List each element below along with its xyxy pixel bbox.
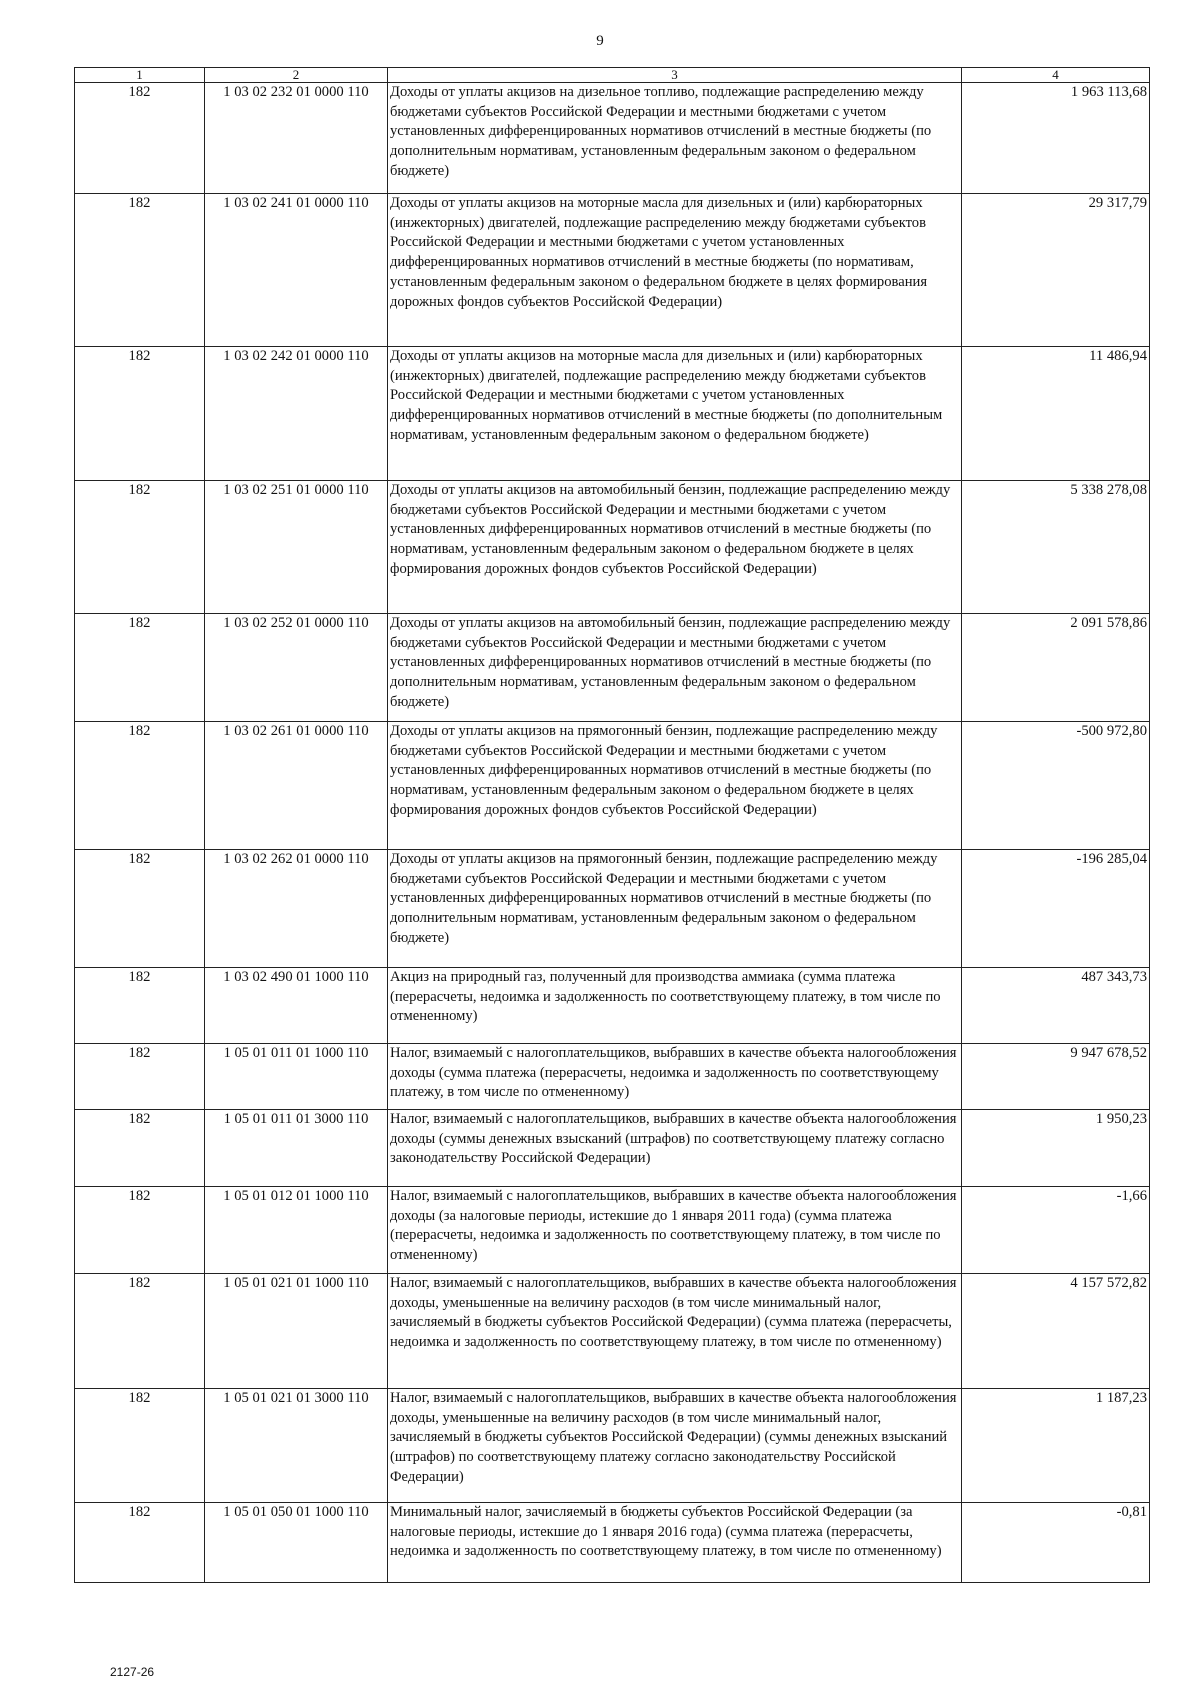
amount-cell: 4 157 572,82 [962, 1274, 1150, 1389]
table-row [75, 1389, 1150, 1503]
table-row [75, 481, 1150, 614]
budget-classification-code-cell: 1 03 02 241 01 0000 110 [205, 194, 388, 347]
admin-code-cell: 182 [75, 968, 205, 1044]
revenue-description-cell: Налог, взимаемый с налогоплательщиков, выбравших в качестве объекта налогообложения доходы (сумма платежа (перерасчеты, недоимка и задолженность по соответствующему платежу, в том числе по отмененному) [388, 1044, 962, 1110]
budget-classification-code-cell: 1 03 02 232 01 0000 110 [205, 83, 388, 194]
amount-cell: -500 972,80 [962, 722, 1150, 850]
budget-classification-code-cell: 1 03 02 252 01 0000 110 [205, 614, 388, 722]
table-row [75, 83, 1150, 194]
amount-cell: 1 950,23 [962, 1110, 1150, 1187]
table-row [75, 347, 1150, 481]
revenue-description-cell: Доходы от уплаты акцизов на прямогонный бензин, подлежащие распределению между бюджетами субъектов Российской Федерации и местными бюджетами с учетом установленных дифференцированных нормативов отчислений в местные бюджеты (по нормативам, установленным федеральным законом о федеральном бюджете в целях формирования дорожных фондов субъектов Российской Федерации) [388, 722, 962, 850]
amount-cell: 1 187,23 [962, 1389, 1150, 1503]
table-row [75, 968, 1150, 1044]
table-row [75, 194, 1150, 347]
budget-classification-code-cell: 1 03 02 261 01 0000 110 [205, 722, 388, 850]
revenue-description-cell: Доходы от уплаты акцизов на автомобильный бензин, подлежащие распределению между бюджетами субъектов Российской Федерации и местными бюджетами с учетом установленных дифференцированных нормативов отчислений в местные бюджеты (по дополнительным нормативам, установленным федеральным законом о федеральном бюджете) [388, 614, 962, 722]
column-header-3: 3 [388, 68, 962, 83]
admin-code-cell: 182 [75, 83, 205, 194]
admin-code-cell: 182 [75, 194, 205, 347]
admin-code-cell: 182 [75, 722, 205, 850]
admin-code-cell: 182 [75, 347, 205, 481]
revenue-description-cell: Акциз на природный газ, полученный для производства аммиака (сумма платежа (перерасчеты, недоимка и задолженность по соответствующему платежу, в том числе по отмененному) [388, 968, 962, 1044]
admin-code-cell: 182 [75, 614, 205, 722]
revenue-description-cell: Доходы от уплаты акцизов на автомобильный бензин, подлежащие распределению между бюджетами субъектов Российской Федерации и местными бюджетами с учетом установленных дифференцированных нормативов отчислений в местные бюджеты (по нормативам, установленным федеральным законом о федеральном бюджете в целях формирования дорожных фондов субъектов Российской Федерации) [388, 481, 962, 614]
amount-cell: 9 947 678,52 [962, 1044, 1150, 1110]
revenue-description-cell: Минимальный налог, зачисляемый в бюджеты субъектов Российской Федерации (за налоговые периоды, истекшие до 1 января 2016 года) (сумма платежа (перерасчеты, недоимка и задолженность по соответствующему платежу, в том числе по отмененному) [388, 1503, 962, 1583]
amount-cell: -1,66 [962, 1187, 1150, 1274]
budget-classification-code-cell: 1 05 01 012 01 1000 110 [205, 1187, 388, 1274]
admin-code-cell: 182 [75, 1274, 205, 1389]
revenue-description-cell: Налог, взимаемый с налогоплательщиков, выбравших в качестве объекта налогообложения доходы, уменьшенные на величину расходов (в том числе минимальный налог, зачисляемый в бюджеты субъектов Российской Федерации) (сумма платежа (перерасчеты, недоимка и задолженность по соответствующему платежу, в том числе по отмененному) [388, 1274, 962, 1389]
budget-classification-code-cell: 1 05 01 011 01 1000 110 [205, 1044, 388, 1110]
table-row [75, 1274, 1150, 1389]
amount-cell: 487 343,73 [962, 968, 1150, 1044]
budget-classification-code-cell: 1 05 01 050 01 1000 110 [205, 1503, 388, 1583]
column-header-4: 4 [962, 68, 1150, 83]
admin-code-cell: 182 [75, 481, 205, 614]
table-row [75, 1044, 1150, 1110]
revenue-table [74, 67, 1150, 1583]
revenue-description-cell: Налог, взимаемый с налогоплательщиков, выбравших в качестве объекта налогообложения доходы (за налоговые периоды, истекшие до 1 января 2011 года) (сумма платежа (перерасчеты, недоимка и задолженность по соответствующему платежу, в том числе по отмененному) [388, 1187, 962, 1274]
table-row [75, 1503, 1150, 1583]
table-row [75, 722, 1150, 850]
amount-cell: -0,81 [962, 1503, 1150, 1583]
admin-code-cell: 182 [75, 1110, 205, 1187]
budget-classification-code-cell: 1 05 01 011 01 3000 110 [205, 1110, 388, 1187]
amount-cell: 11 486,94 [962, 347, 1150, 481]
admin-code-cell: 182 [75, 1044, 205, 1110]
admin-code-cell: 182 [75, 850, 205, 968]
revenue-description-cell: Доходы от уплаты акцизов на дизельное топливо, подлежащие распределению между бюджетами субъектов Российской Федерации и местными бюджетами с учетом установленных дифференцированных нормативов отчислений в местные бюджеты (по дополнительным нормативам, установленным федеральным законом о федеральном бюджете) [388, 83, 962, 194]
admin-code-cell: 182 [75, 1503, 205, 1583]
revenue-description-cell: Доходы от уплаты акцизов на моторные масла для дизельных и (или) карбюраторных (инжекторных) двигателей, подлежащие распределению между бюджетами субъектов Российской Федерации и местными бюджетами с учетом установленных дифференцированных нормативов отчислений в местные бюджеты (по нормативам, установленным федеральным законом о федеральном бюджете в целях формирования дорожных фондов субъектов Российской Федерации) [388, 194, 962, 347]
table-row [75, 1187, 1150, 1274]
amount-cell: 5 338 278,08 [962, 481, 1150, 614]
table-row [75, 1110, 1150, 1187]
revenue-description-cell: Доходы от уплаты акцизов на моторные масла для дизельных и (или) карбюраторных (инжекторных) двигателей, подлежащие распределению между бюджетами субъектов Российской Федерации и местными бюджетами с учетом установленных дифференцированных нормативов отчислений в местные бюджеты (по дополнительным нормативам, установленным федеральным законом о федеральном бюджете) [388, 347, 962, 481]
amount-cell: 29 317,79 [962, 194, 1150, 347]
revenue-description-cell: Налог, взимаемый с налогоплательщиков, выбравших в качестве объекта налогообложения доходы (суммы денежных взысканий (штрафов) по соответствующему платежу согласно законодательству Российской Федерации) [388, 1110, 962, 1187]
table-row [75, 850, 1150, 968]
column-header-1: 1 [75, 68, 205, 83]
page-number: 9 [596, 33, 604, 49]
admin-code-cell: 182 [75, 1389, 205, 1503]
budget-classification-code-cell: 1 03 02 251 01 0000 110 [205, 481, 388, 614]
table-row [75, 614, 1150, 722]
budget-classification-code-cell: 1 03 02 242 01 0000 110 [205, 347, 388, 481]
revenue-description-cell: Доходы от уплаты акцизов на прямогонный бензин, подлежащие распределению между бюджетами субъектов Российской Федерации и местными бюджетами с учетом установленных дифференцированных нормативов отчислений в местные бюджеты (по дополнительным нормативам, установленным федеральным законом о федеральном бюджете) [388, 850, 962, 968]
admin-code-cell: 182 [75, 1187, 205, 1274]
budget-classification-code-cell: 1 03 02 262 01 0000 110 [205, 850, 388, 968]
amount-cell: 2 091 578,86 [962, 614, 1150, 722]
amount-cell: -196 285,04 [962, 850, 1150, 968]
amount-cell: 1 963 113,68 [962, 83, 1150, 194]
budget-classification-code-cell: 1 05 01 021 01 1000 110 [205, 1274, 388, 1389]
document-footer-code: 2127-26 [110, 1665, 155, 1679]
column-header-2: 2 [205, 68, 388, 83]
budget-classification-code-cell: 1 03 02 490 01 1000 110 [205, 968, 388, 1044]
revenue-description-cell: Налог, взимаемый с налогоплательщиков, выбравших в качестве объекта налогообложения доходы, уменьшенные на величину расходов (в том числе минимальный налог, зачисляемый в бюджеты субъектов Российской Федерации) (суммы денежных взысканий (штрафов) по соответствующему платежу согласно законодательству Российской Федерации) [388, 1389, 962, 1503]
budget-classification-code-cell: 1 05 01 021 01 3000 110 [205, 1389, 388, 1503]
table-header-row [75, 68, 1150, 83]
